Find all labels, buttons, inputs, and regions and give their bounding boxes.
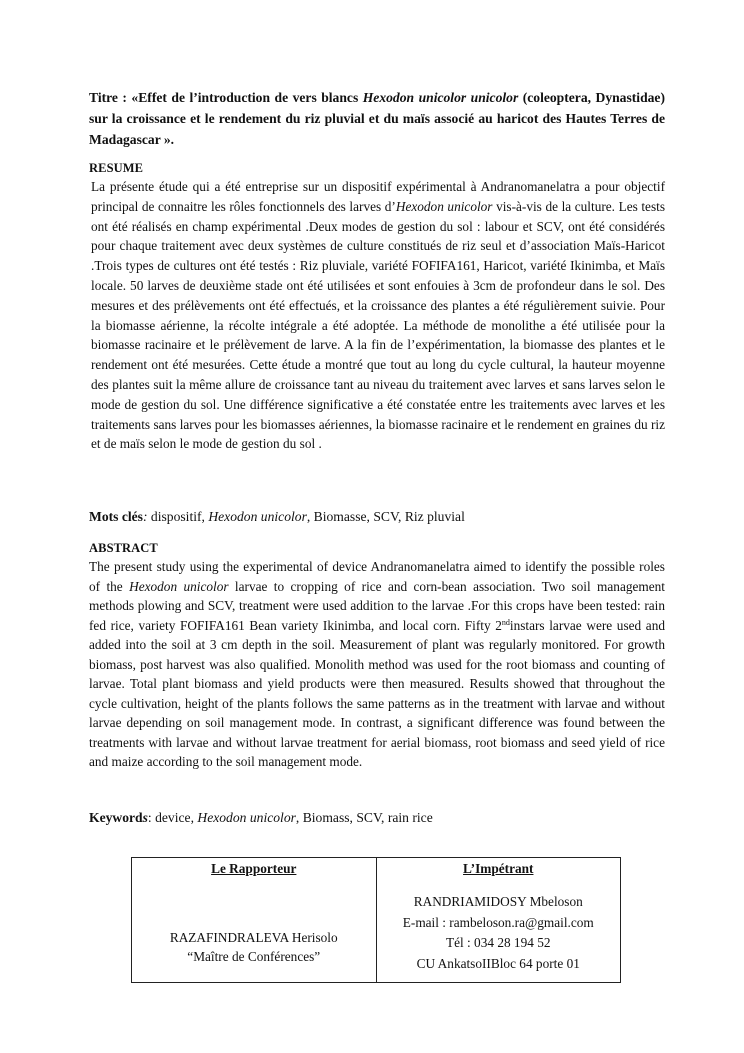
resume-species: Hexodon unicolor [395,198,493,214]
mots-cles-species: Hexodon unicolor [208,509,307,524]
title-rest: (coleoptera, Dynastidae) sur la croissance et le rendement du riz pluvial et du maïs associé au haricot des Hautes Terres de Madagascar ». [89,90,665,147]
abstract-species: Hexodon unicolor [129,578,229,594]
resume-text-part1: La présente étude qui a été entreprise sur un dispositif expérimental à Andranomanelatra a pour objectif principal de connaitre les rôles fonctionnels des larves d’ [91,179,665,214]
rapporteur-heading: Le Rapporteur [211,861,297,876]
abstract-paragraph [89,557,665,772]
signature-table [131,857,621,983]
mots-cles-text2: , Biomasse, SCV, Riz pluvial [306,509,465,524]
impetrant-phone: Tél : 034 28 194 52 [445,935,551,950]
keywords-text2: , Biomass, SCV, rain rice [295,810,433,825]
impetrant-heading: L’Impétrant [463,861,534,876]
impetrant-address: CU AnkatsoIIBloc 64 porte 01 [416,955,580,971]
mots-cles-line [89,509,465,525]
keywords-line [89,810,433,826]
keywords-label [89,810,148,825]
rapporteur-cell [132,858,377,982]
impetrant-cell [377,858,621,982]
keywords-species: Hexodon unicolor [197,810,296,825]
title-species: Hexodon unicolor unicolor [362,90,519,105]
impetrant-details [377,892,621,974]
keywords-label-main: Keyword [89,810,143,825]
title-lead: Titre : «Effet de l’introduction de vers blancs [89,90,363,105]
resume-text-part2: vis-à-vis de la culture. Les tests ont été réalisés en champ expérimental .Deux modes de gestion du sol : labour et SCV, ont été considérés pour chaque traitement avec deux systèmes de culture constitués de riz seul et d’association Maïs-Haricot .Trois types de cultures ont été testés : Riz pluviale, variété FOFIFA161, Haricot, variété Ikinimba, et Maïs locale. 50 larves de deuxième stade ont été utilisées et sont enfouies à 3cm de profondeur dans le sol. Des mesures et des prélèvements ont été effectués, et la croissance des plantes a été régulièrement suivie. Pour la biomasse aérienne, la récolte intégrale a été adoptée. La méthode de monolithe a été utilisée pour la biomasse racinaire et le prélèvement de larve. A la fin de l’expérimentation, la biomasse des plantes et le rendement ont été mesurées. Cette étude a montré que tout au long du cycle cultural, la hauteur moyenne des plantes suit la même allure de croissance tant au niveau du traitement avec larves et sans larves selon le mode de gestion du sol. Une différence significative a été constatée entre les traitements avec larves et les traitements sans larves pour les biomasses aériennes, la biomasse racinaire et le rendement en graines du riz et de maïs selon le mode de gestion du sol . [91,198,665,452]
mots-cles-label: Mots clés [89,509,143,524]
abstract-text-part2: larvae to cropping of rice and corn-bean association. Two soil management methods plowing and SCV, treatment were used addition to the larvae .For this crops have been tested: rain fed rice, variety FOFIFA161 Bean variety Ikinimba, and local corn. Fifty 2 [89,578,665,633]
abstract-text-part3: instars larvae were used and added into the soil at 3 cm depth in the soil. Measurement of plant was regularly monitored. For growth biomass, post harvest was also qualified. Monolith method was used for the root biomass and counting of larvae. Total plant biomass and yield products were then measured. Results showed that throughout the cycle cultivation, height of the plants follows the same patterns as in the treatment with larvae and without larvae depending on soil management mode. In contrast, a significant difference was found between the treatments with larvae and without larvae treatment for aerial biomass, root biomass and seed yield of rice and maize according to the soil management mode. [89,617,665,769]
mots-cles-text1: dispositif, [147,509,209,524]
keywords-label-tail: s [142,810,148,825]
abstract-text-part1: The present study using the experimental of device Andranomanelatra aimed to identify the possible roles of the [89,559,665,594]
resume-heading: RESUME [89,161,144,175]
abstract-heading: ABSTRACT [89,541,158,555]
rapporteur-name: RAZAFINDRALEVA Herisolo [169,930,338,945]
abstract-superscript: nd [501,617,510,627]
rapporteur-details [132,928,376,966]
impetrant-name: RANDRIAMIDOSY Mbeloson [413,894,583,909]
resume-paragraph [91,177,665,454]
impetrant-email: E-mail : rambeloson.ra@gmail.com [402,914,594,930]
document-title [89,87,665,150]
mots-cles-colon: : [142,509,148,524]
rapporteur-role: “Maître de Conférences” [187,949,321,964]
keywords-text1: : device, [147,810,198,825]
